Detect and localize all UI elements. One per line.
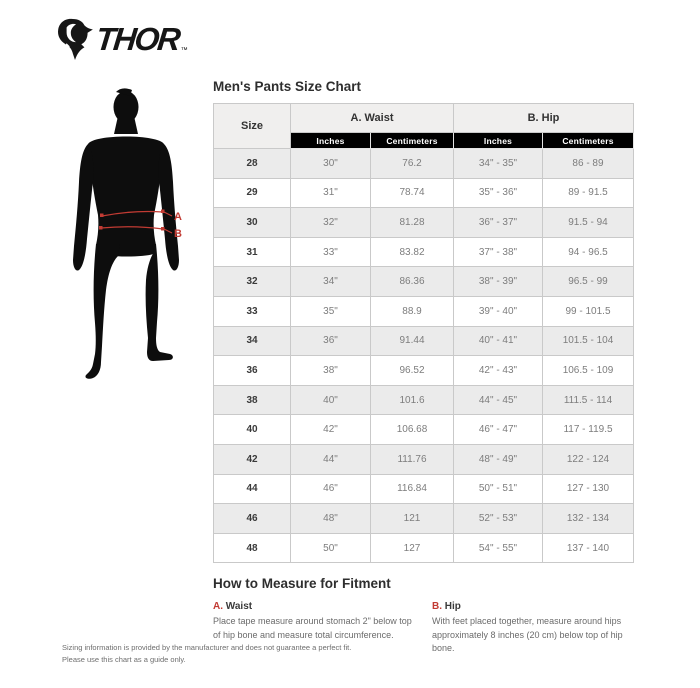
subheader-waist-inches: Inches	[291, 133, 371, 149]
table-row	[214, 356, 634, 386]
hip-centimeters-cell: 137 - 140	[543, 533, 634, 563]
size-chart-table	[213, 103, 634, 563]
waist-inches-cell: 48"	[291, 504, 371, 534]
table-row	[214, 444, 634, 474]
disclaimer-line-2: Please use this chart as a guide only.	[62, 654, 186, 664]
measure-waist-heading	[213, 601, 413, 612]
hip-inches-cell: 35" - 36"	[454, 178, 543, 208]
brand-logo	[57, 18, 188, 60]
waist-inches-cell: 42"	[291, 415, 371, 445]
table-row	[214, 208, 634, 238]
hip-inches-cell: 50" - 51"	[454, 474, 543, 504]
table-row	[214, 504, 634, 534]
waist-inches-cell: 50"	[291, 533, 371, 563]
size-cell: 29	[214, 178, 291, 208]
waist-centimeters-cell: 76.2	[371, 149, 454, 179]
measure-waist-label: Waist	[225, 601, 253, 612]
table-row	[214, 385, 634, 415]
measure-hip-heading	[432, 601, 647, 612]
waist-centimeters-cell: 101.6	[371, 385, 454, 415]
waist-inches-cell: 35"	[291, 296, 371, 326]
measure-hip-text: With feet placed together, measure around hips approximately 8 inches (20 cm) below top of hip bone.	[432, 616, 623, 653]
waist-inches-cell: 31"	[291, 178, 371, 208]
measure-item-hip	[432, 601, 647, 656]
measure-waist-key: A.	[213, 601, 223, 612]
size-cell: 36	[214, 356, 291, 386]
table-row	[214, 326, 634, 356]
thor-ram-head-icon	[57, 18, 93, 60]
table-row	[214, 474, 634, 504]
hip-centimeters-cell: 117 - 119.5	[543, 415, 634, 445]
col-header-waist-group: A. Waist	[291, 104, 454, 133]
hip-centimeters-cell: 91.5 - 94	[543, 208, 634, 238]
hip-centimeters-cell: 96.5 - 99	[543, 267, 634, 297]
size-cell: 38	[214, 385, 291, 415]
waist-centimeters-cell: 83.82	[371, 237, 454, 267]
hip-inches-cell: 54" - 55"	[454, 533, 543, 563]
waist-centimeters-cell: 127	[371, 533, 454, 563]
hip-inches-cell: 36" - 37"	[454, 208, 543, 238]
size-cell: 30	[214, 208, 291, 238]
waist-inches-cell: 30"	[291, 149, 371, 179]
hip-inches-cell: 40" - 41"	[454, 326, 543, 356]
waist-centimeters-cell: 106.68	[371, 415, 454, 445]
size-cell: 28	[214, 149, 291, 179]
marker-b-label: B	[174, 228, 182, 240]
hip-inches-cell: 39" - 40"	[454, 296, 543, 326]
size-chart-section	[213, 79, 633, 563]
hip-inches-cell: 48" - 49"	[454, 444, 543, 474]
table-row	[214, 178, 634, 208]
size-cell: 34	[214, 326, 291, 356]
waist-centimeters-cell: 88.9	[371, 296, 454, 326]
marker-a-label: A	[174, 211, 182, 223]
waist-inches-cell: 34"	[291, 267, 371, 297]
hip-inches-cell: 42" - 43"	[454, 356, 543, 386]
size-cell: 40	[214, 415, 291, 445]
table-row	[214, 296, 634, 326]
size-cell: 32	[214, 267, 291, 297]
disclaimer-note	[62, 642, 351, 665]
measure-hip-key: B.	[432, 601, 442, 612]
table-row	[214, 415, 634, 445]
hip-centimeters-cell: 89 - 91.5	[543, 178, 634, 208]
hip-inches-cell: 44" - 45"	[454, 385, 543, 415]
hip-centimeters-cell: 106.5 - 109	[543, 356, 634, 386]
waist-centimeters-cell: 111.76	[371, 444, 454, 474]
hip-inches-cell: 37" - 38"	[454, 237, 543, 267]
hip-inches-cell: 46" - 47"	[454, 415, 543, 445]
subheader-waist-centimeters: Centimeters	[371, 133, 454, 149]
size-cell: 46	[214, 504, 291, 534]
hip-inches-cell: 34" - 35"	[454, 149, 543, 179]
waist-centimeters-cell: 121	[371, 504, 454, 534]
hip-centimeters-cell: 94 - 96.5	[543, 237, 634, 267]
brand-logo-text: THOR	[94, 21, 181, 57]
disclaimer-line-1: Sizing information is provided by the manufacturer and does not guarantee a perfect fit.	[62, 643, 352, 652]
measure-waist-text: Place tape measure around stomach 2" below top of hip bone and measure total circumference.	[213, 616, 412, 640]
hip-centimeters-cell: 101.5 - 104	[543, 326, 634, 356]
waist-centimeters-cell: 81.28	[371, 208, 454, 238]
waist-inches-cell: 36"	[291, 326, 371, 356]
hip-centimeters-cell: 122 - 124	[543, 444, 634, 474]
size-table-body	[214, 149, 634, 563]
size-chart-title: Men's Pants Size Chart	[213, 79, 361, 94]
waist-centimeters-cell: 116.84	[371, 474, 454, 504]
hip-centimeters-cell: 99 - 101.5	[543, 296, 634, 326]
hip-centimeters-cell: 132 - 134	[543, 504, 634, 534]
waist-inches-cell: 46"	[291, 474, 371, 504]
waist-inches-cell: 38"	[291, 356, 371, 386]
col-header-hip-group: B. Hip	[454, 104, 634, 133]
brand-trademark: ™	[180, 47, 188, 54]
hip-inches-cell: 38" - 39"	[454, 267, 543, 297]
subheader-hip-centimeters: Centimeters	[543, 133, 634, 149]
waist-inches-cell: 33"	[291, 237, 371, 267]
waist-inches-cell: 40"	[291, 385, 371, 415]
table-row	[214, 267, 634, 297]
how-to-measure-title: How to Measure for Fitment	[213, 576, 391, 591]
waist-centimeters-cell: 86.36	[371, 267, 454, 297]
size-cell: 31	[214, 237, 291, 267]
size-cell: 42	[214, 444, 291, 474]
subheader-hip-inches: Inches	[454, 133, 543, 149]
hip-inches-cell: 52" - 53"	[454, 504, 543, 534]
hip-centimeters-cell: 86 - 89	[543, 149, 634, 179]
size-cell: 33	[214, 296, 291, 326]
size-cell: 48	[214, 533, 291, 563]
waist-centimeters-cell: 78.74	[371, 178, 454, 208]
hip-centimeters-cell: 111.5 - 114	[543, 385, 634, 415]
hip-centimeters-cell: 127 - 130	[543, 474, 634, 504]
table-row	[214, 533, 634, 563]
waist-inches-cell: 44"	[291, 444, 371, 474]
body-silhouette-figure	[60, 88, 210, 380]
measure-hip-label: Hip	[444, 601, 461, 612]
waist-centimeters-cell: 91.44	[371, 326, 454, 356]
table-row	[214, 237, 634, 267]
waist-centimeters-cell: 96.52	[371, 356, 454, 386]
waist-inches-cell: 32"	[291, 208, 371, 238]
col-header-size: Size	[214, 104, 291, 149]
male-silhouette	[73, 88, 179, 378]
table-row	[214, 149, 634, 179]
size-cell: 44	[214, 474, 291, 504]
